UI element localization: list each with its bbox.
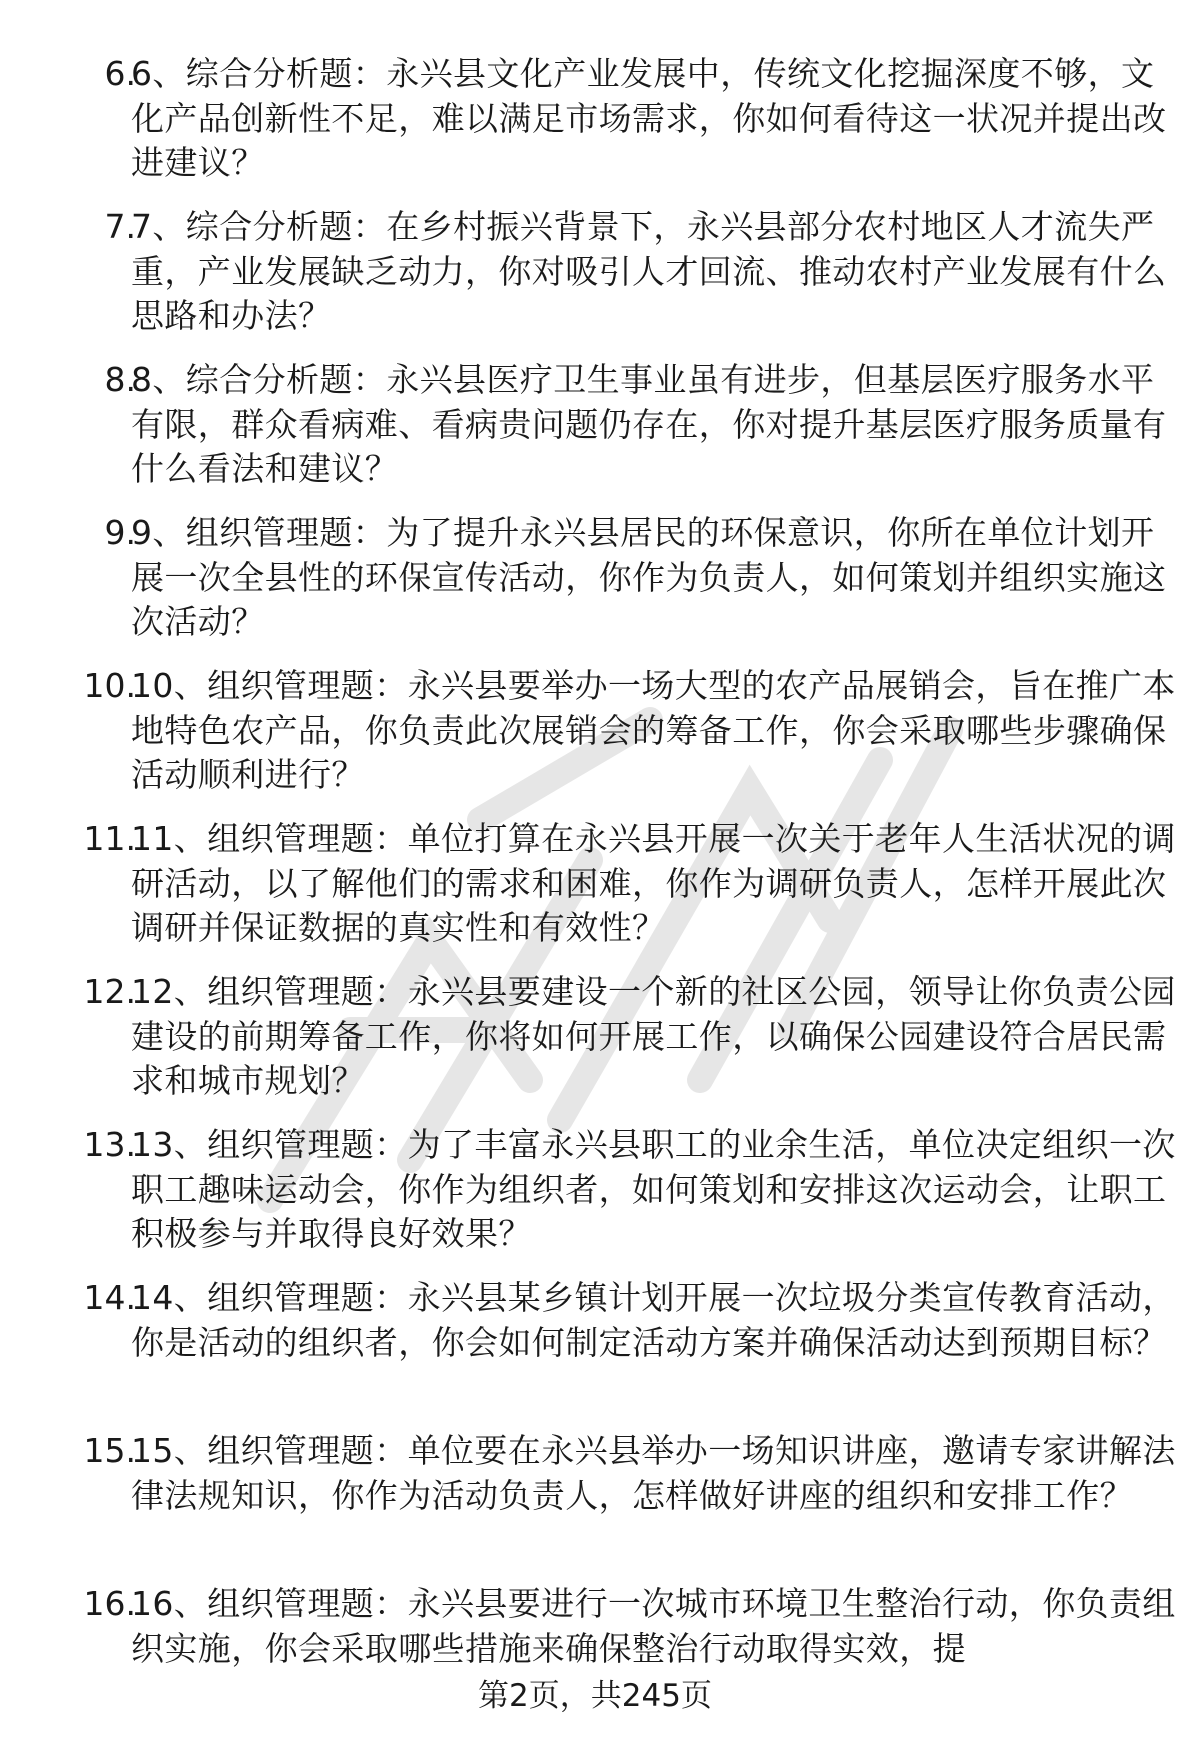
question-text: 9、组织管理题：为了提升永兴县居民的环保意识，你所在单位计划开展一次全县性的环保宣传活动，你作为负责人，如何策划并组织实施这次活动？ [131,513,1167,641]
question-number: 6. [104,54,136,93]
question-number: 12. [83,972,136,1011]
question-list [0,52,1190,1691]
question-number: 10. [83,666,136,705]
question-text: 14、组织管理题：永兴县某乡镇计划开展一次垃圾分类宣传教育活动，你是活动的组织者，你会如何制定活动方案并确保活动达到预期目标？ [131,1278,1176,1362]
question-text: 6、综合分析题：永兴县文化产业发展中，传统文化挖掘深度不够，文化产品创新性不足，难以满足市场需求，你如何看待这一状况并提出改进建议？ [131,54,1167,182]
question-item [0,664,1190,798]
question-item [0,817,1190,951]
question-text: 16、组织管理题：永兴县要进行一次城市环境卫生整治行动，你负责组织实施，你会采取哪些措施来确保整治行动取得实效，提 [131,1584,1176,1668]
question-item [0,1582,1190,1672]
question-text: 10、组织管理题：永兴县要举办一场大型的农产品展销会，旨在推广本地特色农产品，你负责此次展销会的筹备工作，你会采取哪些步骤确保活动顺利进行？ [131,666,1176,794]
question-text: 13、组织管理题：为了丰富永兴县职工的业余生活，单位决定组织一次职工趣味运动会，你作为组织者，如何策划和安排这次运动会，让职工积极参与并取得良好效果？ [131,1125,1176,1253]
question-number: 8. [104,360,136,399]
question-text: 7、综合分析题：在乡村振兴背景下，永兴县部分农村地区人才流失严重，产业发展缺乏动力，你对吸引人才回流、推动农村产业发展有什么思路和办法？ [131,207,1167,335]
question-item [0,358,1190,492]
question-text: 12、组织管理题：永兴县要建设一个新的社区公园，领导让你负责公园建设的前期筹备工作，你将如何开展工作，以确保公园建设符合居民需求和城市规划？ [131,972,1176,1100]
question-number: 16. [83,1584,136,1623]
question-number: 11. [83,819,136,858]
question-number: 13. [83,1125,136,1164]
question-number: 9. [104,513,136,552]
question-text: 8、综合分析题：永兴县医疗卫生事业虽有进步，但基层医疗服务水平有限，群众看病难、看病贵问题仍存在，你对提升基层医疗服务质量有什么看法和建议？ [131,360,1167,488]
page-footer [0,1676,1190,1716]
question-text: 15、组织管理题：单位要在永兴县举办一场知识讲座，邀请专家讲解法律法规知识，你作为活动负责人，怎样做好讲座的组织和安排工作？ [131,1431,1176,1515]
question-item [0,1123,1190,1257]
question-number: 15. [83,1431,136,1470]
question-item [0,1429,1190,1563]
question-item [0,205,1190,339]
question-item [0,1276,1190,1410]
question-text: 11、组织管理题：单位打算在永兴县开展一次关于老年人生活状况的调研活动，以了解他们的需求和困难，你作为调研负责人，怎样开展此次调研并保证数据的真实性和有效性？ [131,819,1176,947]
question-number: 7. [104,207,136,246]
question-number: 14. [83,1278,136,1317]
question-item [0,970,1190,1104]
question-item [0,511,1190,645]
question-item [0,52,1190,186]
page-number-label: 第2页，共245页 [478,1678,712,1714]
